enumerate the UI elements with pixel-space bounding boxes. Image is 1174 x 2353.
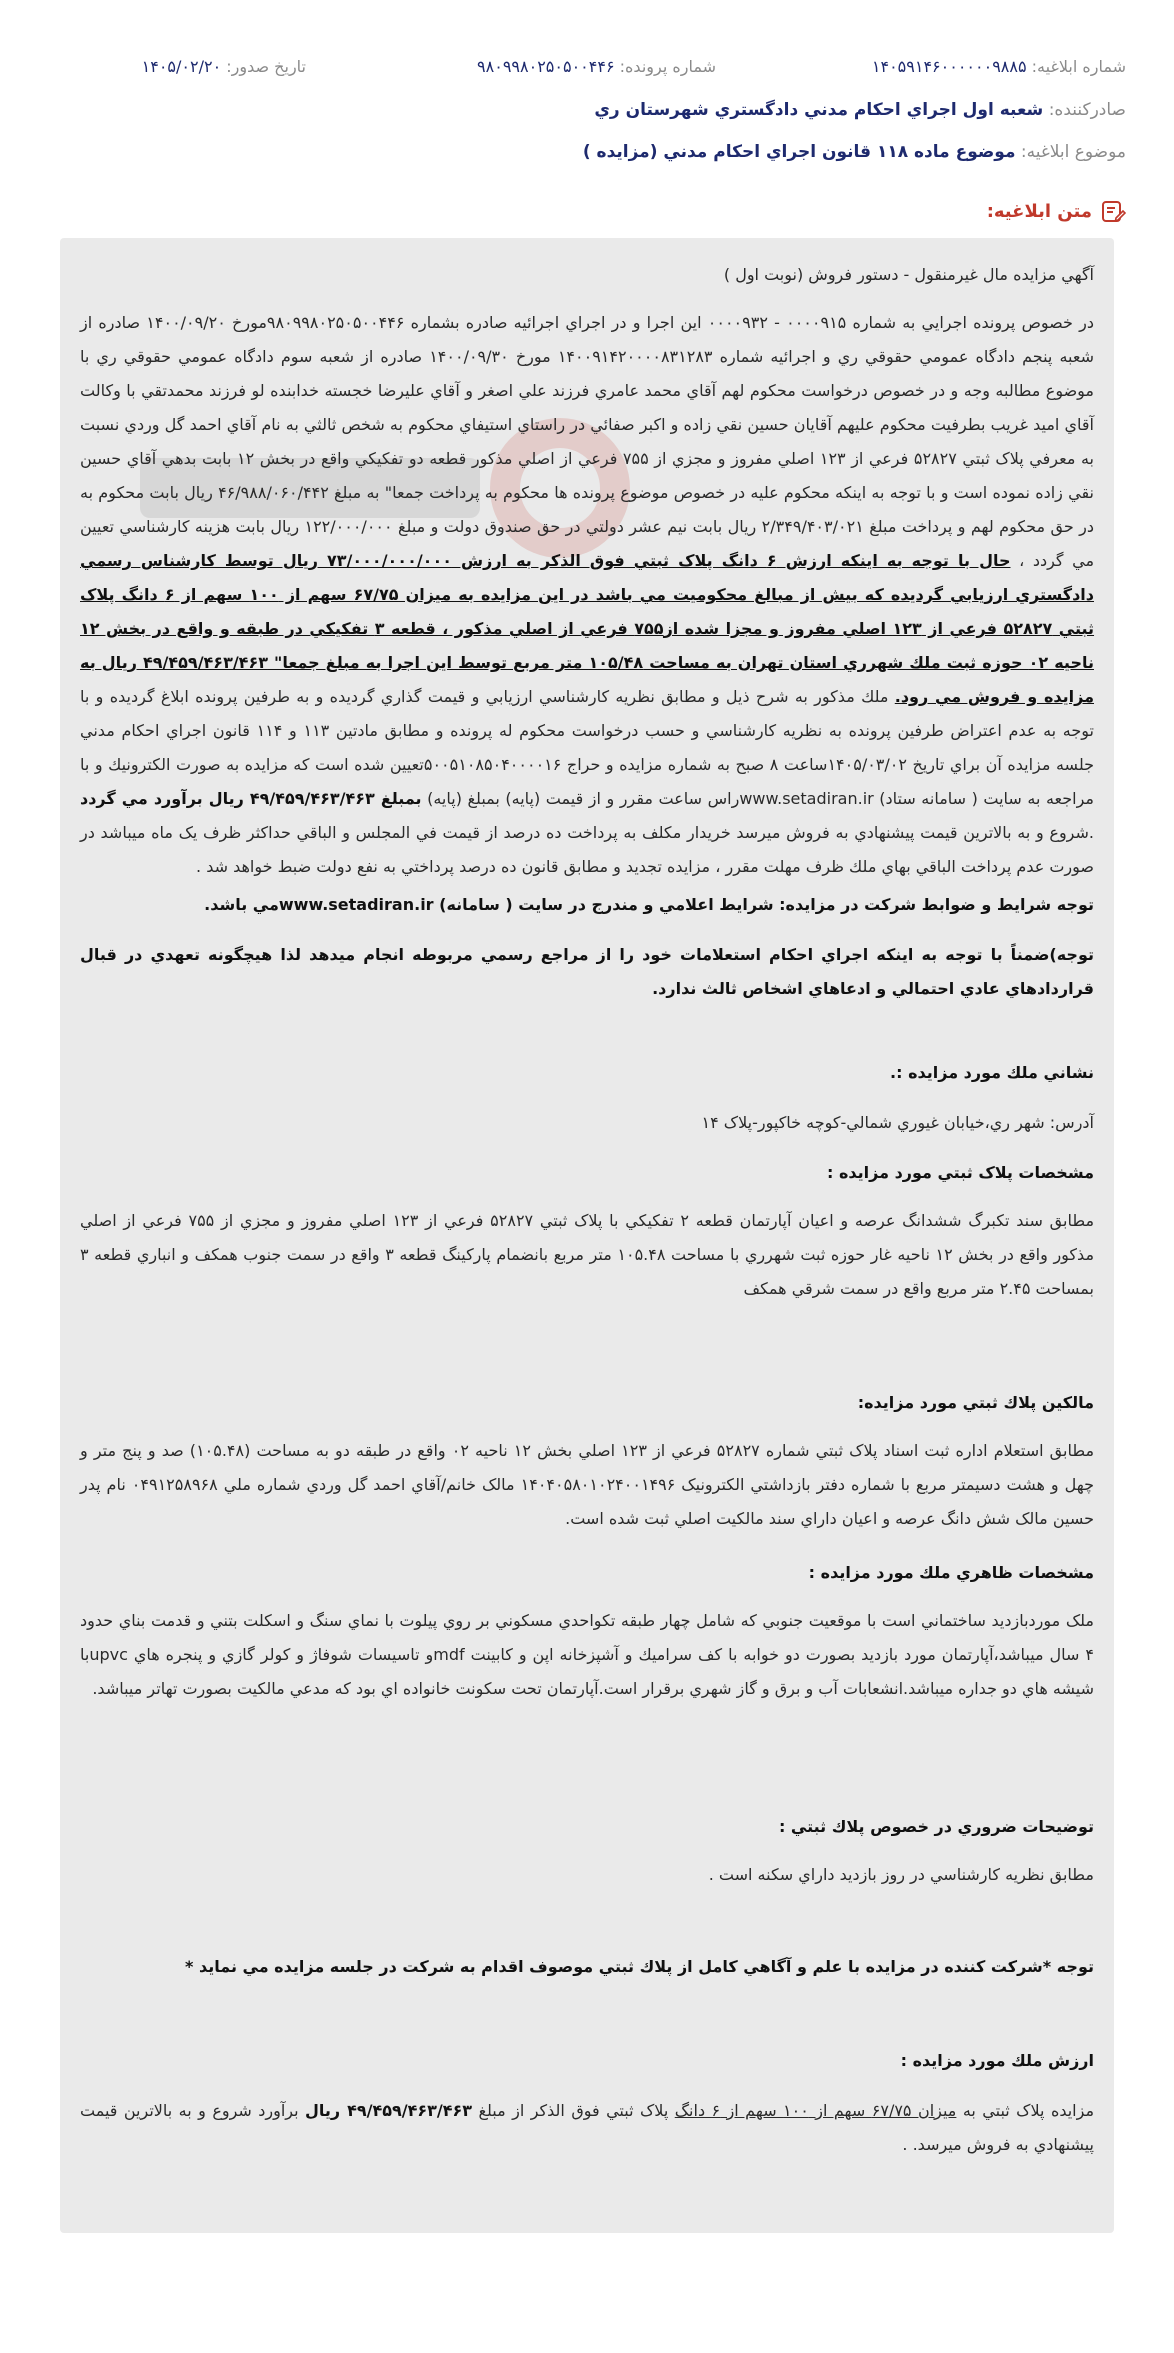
subject-value: موضوع ماده ۱۱۸ قانون اجراي احكام مدني (مزايده ) [582,142,1016,162]
notice-number [872,57,1126,76]
notice-content-panel [60,238,1114,2233]
issuer-label: صادرکننده: [1048,100,1126,120]
owners-heading-block [80,1386,1094,1420]
issuer-value: شعبه اول اجراي احكام مدني دادگستري شهرستان ري [594,100,1044,120]
value-block [80,2094,1094,2162]
main-paragraph [80,306,1094,884]
attention-note: توجه *شركت كننده در مزايده با علم و آگاهي كامل از پلاك ثبتي موصوف اقدام به شركت در جلسه مزايده مي نمايد * [185,1957,1094,1976]
property-value-share: ميزان ۶۷/۷۵ سهم از ۱۰۰ سهم از ۶ دانگ [674,2101,957,2120]
issue-date-label: تاريخ صدور: [226,57,306,76]
main-paragraph-block [80,306,1094,884]
document-edit-icon [1100,198,1126,224]
main-paragraph-bold: حال با توجه به اينكه ارزش ۶ دانگ پلاک ثبتي فوق الذکر به ارزش ۷۳/۰۰۰/۰۰۰/۰۰۰ ريال توسط كارشناس رسمي دادگستري ارزيابي گرديده که بيش از مبالغ محکوميت مي باشد در اين مزايده به ميزان ۶۷/۷۵ سهم از ۱۰۰ سهم از ۶ دانگ پلاک ثبتي ۵۲۸۲۷ فرعي از ۱۲۳ اصلي مفروز و مجزا شده از۷۵۵ فرعي از اصلي مذکور ، قطعه ۳ تفکيکي در طبقه و واقع در بخش ۱۲ ناحيه ۰۲ حوزه ثبت ملك شهرري استان تهران به مساحت ۱۰۵/۴۸ متر مربع توسط اين اجرا به مبلغ جمعا" ۴۹/۴۵۹/۴۶۳/۴۶۳ ريال به مزايده و فروش مي رود. [80,551,1095,706]
notice-text-heading [987,198,1126,224]
physical-block [80,1604,1094,1706]
property-value-text [80,2094,1094,2162]
notice-meta-row [48,57,1126,85]
note2-block [80,938,1094,1006]
notice-text-heading-label: متن ابلاغيه: [986,200,1092,222]
note1-block [80,888,1094,922]
notice-number-label: شماره ابلاغيه: [1031,57,1126,76]
essential-notes: مطابق نظريه كارشناسي در روز بازديد داراي سكنه است . [708,1865,1094,1884]
property-value-part-2: پلاک ثبتي فوق الذکر از مبلغ [472,2101,675,2120]
subject-label: موضوع ابلاغيه: [1020,142,1126,162]
property-value-amount: ۴۹/۴۵۹/۴۶۳/۴۶۳ ريال [305,2101,473,2120]
physical-specs: ملک موردبازديد ساختماني است با موقعيت جنوبي كه شامل چهار طبقه تكواحدي مسكوني بر روي پيلوت با نماي سنگ و اسكلت بتني و قدمت بناي حدود ۴ سال ميباشد،آپارتمان مورد بازديد بصورت دو خوابه با كف سراميك و آشپزخانه اپن و كابينت mdfو تاسيسات شوفاژ و كولر گازي و پنجره هاي upvcبا شيشه هاي دو جداره ميباشد.انشعابات آب و برق و گاز شهري برقرار است.آپارتمان تحت سكونت خانواده اي بود كه مدعي مالكيت بصورت تهاتر ميباشد. [80,1611,1095,1698]
notes-heading-block [80,1810,1094,1844]
specs-block [80,1204,1094,1306]
main-paragraph-part-2: ملك مذكور به شرح ذيل و مطابق نظريه كارشناسي ارزيابي و قيمت گذاري گرديده و به طرفين پرونده ابلاغ گرديده و با توجه به عدم اعتراض طرفين پرونده به نظريه كارشناسي و حسب درخواست محكوم له پرونده و مطابق مادتين ۱۱۳ و ۱۱۴ قانون اجراي احكام مدني جلسه مزايده آن براي تاريخ ۱۴۰۵/۰۳/۰۲ساعت ۸ صبح به شماره مزايده و حراج ۵۰۰۵۱۰۸۵۰۴۰۰۰۰۱۶تعيين شده است كه مزايده به صورت الكترونيك و با مراجعه به سايت ( سامانه ستاد) www.setadiran.irراس ساعت مقرر و از قيمت (پايه) بمبلغ (پايه) [80,687,1095,808]
property-value-part-1: مزايده پلاک ثبتي به [956,2101,1095,2120]
participation-conditions-note: توجه شرايط و ضوابط شركت در مزايده: شرايط اعلامي و مندرج در سايت ( سامانه) www.setadiran.irمي باشد. [204,895,1094,914]
issue-date [142,57,306,76]
main-paragraph-bold-2: بمبلغ ۴۹/۴۵۹/۴۶۳/۴۶۳ ريال برآورد مي گردد [80,789,422,808]
address-block [80,1106,1094,1140]
owners-block [80,1434,1094,1536]
case-number-value: ۹۸۰۹۹۸۰۲۵۰۵۰۰۴۴۶ [477,57,615,76]
issue-date-value: ۱۴۰۵/۰۲/۲۰ [141,57,222,76]
essential-notes-heading: توضيحات ضروري در خصوص پلاك ثبتي : [778,1817,1094,1836]
registration-specs: مطابق سند تکبرگ ششدانگ عرصه و اعيان آپارتمان قطعه ۲ تفکيکي با پلاک ثبتي ۵۲۸۲۷ فرعي از ۱۲۳ اصلي مفروز و مجزي از ۷۵۵ فرعي از اصلي مذکور واقع در بخش ۱۲ ناحيه غار حوزه ثبت شهرري با مساحت ۱۰۵.۴۸ متر مربع بانضمام پارکينگ قطعه ۳ واقع در سمت جنوب همکف و انباري قطعه ۳ بمساحت ۲.۴۵ متر مربع واقع در سمت شرقي همکف [80,1211,1095,1298]
property-value-heading: ارزش ملك مورد مزايده : [900,2051,1094,2070]
notes-block [80,1858,1094,1892]
address-heading: نشاني ملك مورد مزايده :. [890,1063,1094,1082]
owners-text: مطابق استعلام اداره ثبت اسناد پلاک ثبتي شماره ۵۲۸۲۷ فرعي از ۱۲۳ اصلي بخش ۱۲ ناحيه ۰۲ واقع در طبقه دو به مساحت (۱۰۵.۴۸) صد و پنج متر و چهل و هشت دسيمتر مربع با شماره دفتر بازداشتي الکترونيک ۱۴۰۴۰۵۸۰۱۰۲۴۰۰۱۴۹۶ مالک خانم/آقاي احمد گل وردي شماره ملي ۰۴۹۱۲۵۸۹۶۸ نام پدر حسين مالک شش دانگ عرصه و اعيان داراي سند مالکيت اصلي ثبت شده است. [80,1441,1095,1528]
notice-title: آگهي مزايده مال غيرمنقول - دستور فروش (نوبت اول ) [723,265,1094,284]
notice-title-block [80,258,1094,292]
main-paragraph-part-3: .شروع و به بالاترين قيمت پيشنهادي به فروش ميرسد خريدار مكلف به پرداخت ده درصد از قيمت في المجلس و الباقي حداكثر ظرف يک ماه ميباشد در صورت عدم پرداخت الباقي بهاي ملك ظرف مهلت مقرر ، مزايده تجديد و مطابق قانون ده درصد پرداختي به نفع دولت ضبط خواهد شد . [80,823,1094,876]
attention-block [80,1950,1094,1984]
address-heading-block [80,1056,1094,1090]
physical-specs-heading: مشخصات ظاهري ملك مورد مزايده : [808,1563,1094,1582]
notice-number-value: ۱۴۰۵۹۱۴۶۰۰۰۰۰۰۹۸۸۵ [871,57,1027,76]
physical-heading-block [80,1556,1094,1590]
issuer-line [48,100,1126,120]
owners-heading: مالكين پلاك ثبتي مورد مزايده: [857,1393,1094,1412]
specs-heading-block [80,1156,1094,1190]
registration-specs-heading: مشخصات پلاک ثبتي مورد مزايده : [826,1163,1094,1182]
main-paragraph-part-1: در خصوص پرونده اجرايي به شماره ۰۰۰۰۹۱۵ - ۰۰۰۰۹۳۲ اين اجرا و در اجراي اجرائيه صادره بشماره ۹۸۰۹۹۸۰۲۵۰۵۰۰۴۴۶مورخ ۱۴۰۰/۰۹/۲۰ صادره از شعبه پنجم دادگاه عمومي حقوقي ري و اجرائيه شماره ۱۴۰۰۹۱۴۲۰۰۰۰۸۳۱۲۸۳ مورخ ۱۴۰۰/۰۹/۳۰ صادره از شعبه سوم دادگاه عمومي حقوقي ري با موضوع مطالبه وجه و در خصوص درخواست محكوم لهم آقاي محمد عامري فرزند علي اصغر و آقاي عليرضا خجسته خدابنده لو فرزند محمدتقي با وكالت آقاي اميد غريب بطرفيت محكوم عليهم آقايان حسين نقي زاده و اكبر صفائي در راستاي استيفاي محكوم به شخص ثالثي به نام آقاي احمد گل وردي نسبت به معرفي پلاک ثبتي ۵۲۸۲۷ فرعي از ۱۲۳ اصلي مفروز و مجزي از ۷۵۵ فرعي از اصلي مذکور قطعه دو تفکيکي واقع در بخش ۱۲ بابت بدهي آقاي حسين نقي زاده نموده است و با توجه به اينكه محكوم عليه در خصوص موضوع پرونده ها محكوم به پرداخت جمعا" به مبلغ ۴۶/۹۸۸/۰۶۰/۴۴۲ ريال بابت محكوم به در حق محكوم لهم و پرداخت مبلغ ۲/۳۴۹/۴۰۳/۰۲۱ ريال بابت نيم عشر دولتي در حق صندوق دولت و مبلغ ۱۲۲/۰۰۰/۰۰۰ ريال بابت هزينه كارشناسي تعيين مي گردد ، [80,313,1095,570]
third-party-note: توجه)ضمناً با توجه به اينكه اجراي احكام استعلامات خود را از مراجع رسمي مربوطه انجام ميدهد لذا هيچگونه تعهدي در قبال قراردادهاي عادي احتمالي و ادعاهاي اشخاص ثالث ندارد. [80,945,1094,998]
case-number [477,57,716,76]
case-number-label: شماره پرونده: [619,57,716,76]
property-address: آدرس: شهر ري،خيابان غيوري شمالي-کوچه خاکپور-پلاک ۱۴ [701,1113,1094,1132]
value-heading-block [80,2044,1094,2078]
property-value-part-3: برآورد شروع و به بالاترين قيمت پيشنهادي به فروش ميرسد. . [80,2101,1094,2154]
subject-line [48,142,1126,162]
